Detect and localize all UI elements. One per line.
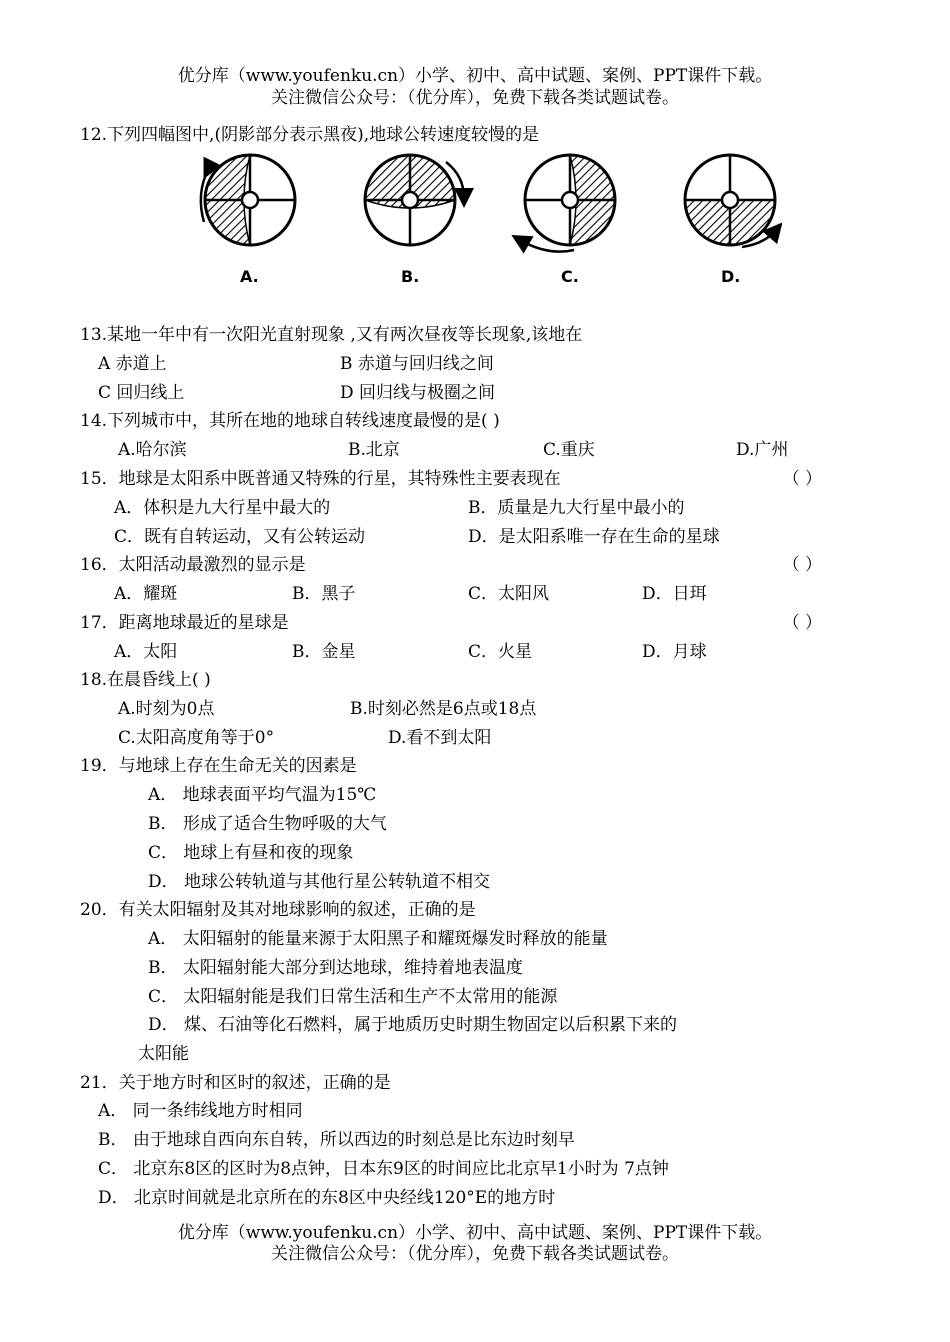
q19-option-d: D． 地球公转轨道与其他行星公转轨道不相交 bbox=[148, 872, 491, 892]
diagram-b bbox=[365, 155, 464, 245]
q14-stem: 14.下列城市中，其所在地的地球自转线速度最慢的是( ) bbox=[80, 411, 500, 431]
diagram-label-c: C. bbox=[561, 267, 579, 286]
diagram-label-b: B. bbox=[401, 267, 420, 286]
q15-option-b: B．质量是九大行星中最小的 bbox=[468, 498, 685, 518]
q16-option-a: A．耀斑 bbox=[114, 584, 178, 604]
header-line-1: 优分库（www.youfenku.cn）小学、初中、高中试题、案例、PPT课件下载。 bbox=[177, 66, 773, 86]
q20-option-d-continued: 太阳能 bbox=[138, 1044, 189, 1064]
q17-option-c: C．火星 bbox=[468, 642, 533, 662]
q14-option-d: D.广州 bbox=[736, 440, 789, 460]
q18-option-b: B.时刻必然是6点或18点 bbox=[350, 699, 537, 719]
q21-stem: 21．关于地方时和区时的叙述，正确的是 bbox=[80, 1073, 391, 1093]
q20-option-c: C． 太阳辐射能是我们日常生活和生产不太常用的能源 bbox=[148, 987, 558, 1007]
q16-stem: 16．太阳活动最激烈的显示是 bbox=[80, 555, 306, 575]
q13-option-c: C 回归线上 bbox=[98, 383, 185, 403]
q12-stem: 12.下列四幅图中,(阴影部分表示黑夜),地球公转速度较慢的是 bbox=[80, 125, 540, 145]
diagram-c bbox=[520, 155, 615, 252]
diagram-d bbox=[685, 155, 776, 247]
q20-stem: 20．有关太阳辐射及其对地球影响的叙述，正确的是 bbox=[80, 900, 476, 920]
q17-option-a: A．太阳 bbox=[114, 642, 178, 662]
q15-option-d: D．是太阳系唯一存在生命的星球 bbox=[468, 527, 720, 547]
footer-line-2: 关注微信公众号：（优分库），免费下载各类试题试卷。 bbox=[271, 1244, 679, 1264]
q15-option-c: C．既有自转运动，又有公转运动 bbox=[114, 527, 366, 547]
q21-option-b: B． 由于地球自西向东自转，所以西边的时刻总是比东边时刻早 bbox=[98, 1130, 575, 1150]
q16-option-c: C．太阳风 bbox=[468, 584, 550, 604]
footer-line-1: 优分库（www.youfenku.cn）小学、初中、高中试题、案例、PPT课件下载。 bbox=[177, 1223, 773, 1243]
q17-option-d: D．月球 bbox=[642, 642, 707, 662]
q17-answer-paren: （ ） bbox=[782, 613, 822, 633]
q14-option-a: A.哈尔滨 bbox=[118, 440, 187, 460]
header-line-2: 关注微信公众号：（优分库），免费下载各类试题试卷。 bbox=[271, 88, 679, 108]
q18-option-c: C.太阳高度角等于0° bbox=[118, 728, 275, 748]
diagram-label-d: D. bbox=[721, 267, 741, 286]
q13-stem: 13.某地一年中有一次阳光直射现象 ,又有两次昼夜等长现象,该地在 bbox=[80, 325, 583, 345]
q15-option-a: A．体积是九大行星中最大的 bbox=[114, 498, 331, 518]
q21-option-c: C． 北京东8区的区时为8点钟，日本东9区的时间应比北京早1小时为 7点钟 bbox=[98, 1159, 669, 1179]
q13-option-b: B 赤道与回归线之间 bbox=[340, 354, 494, 374]
q17-stem: 17．距离地球最近的星球是 bbox=[80, 613, 289, 633]
q19-option-a: A． 地球表面平均气温为15℃ bbox=[148, 785, 377, 805]
q17-option-b: B．金星 bbox=[292, 642, 356, 662]
q16-option-b: B．黑子 bbox=[292, 584, 356, 604]
q18-option-a: A.时刻为0点 bbox=[118, 699, 215, 719]
q20-option-d: D． 煤、石油等化石燃料，属于地质历史时期生物固定以后积累下来的 bbox=[148, 1015, 678, 1035]
q13-option-a: A 赤道上 bbox=[98, 354, 167, 374]
diagram-label-a: A. bbox=[240, 267, 259, 286]
q20-option-b: B． 太阳辐射能大部分到达地球，维持着地表温度 bbox=[148, 958, 523, 978]
q21-option-d: D． 北京时间就是北京所在的东8区中央经线120°E的地方时 bbox=[98, 1188, 556, 1208]
q14-option-c: C.重庆 bbox=[543, 440, 595, 460]
q16-answer-paren: （ ） bbox=[782, 555, 822, 575]
q18-stem: 18.在晨昏线上( ) bbox=[80, 670, 211, 690]
q18-option-d: D.看不到太阳 bbox=[388, 728, 492, 748]
q14-option-b: B.北京 bbox=[348, 440, 400, 460]
q15-stem: 15．地球是太阳系中既普通又特殊的行星，其特殊性主要表现在 bbox=[80, 469, 561, 489]
diagram-a bbox=[201, 155, 295, 245]
q19-option-b: B． 形成了适合生物呼吸的大气 bbox=[148, 814, 387, 834]
q19-option-c: C． 地球上有昼和夜的现象 bbox=[148, 843, 354, 863]
q21-option-a: A． 同一条纬线地方时相同 bbox=[98, 1101, 303, 1121]
q16-option-d: D．日珥 bbox=[642, 584, 707, 604]
q19-stem: 19．与地球上存在生命无关的因素是 bbox=[80, 756, 357, 776]
q13-option-d: D 回归线与极圈之间 bbox=[340, 383, 496, 403]
q15-answer-paren: （ ） bbox=[782, 469, 822, 489]
q12-earth-diagrams bbox=[182, 152, 782, 292]
q20-option-a: A． 太阳辐射的能量来源于太阳黑子和耀斑爆发时释放的能量 bbox=[148, 929, 608, 949]
